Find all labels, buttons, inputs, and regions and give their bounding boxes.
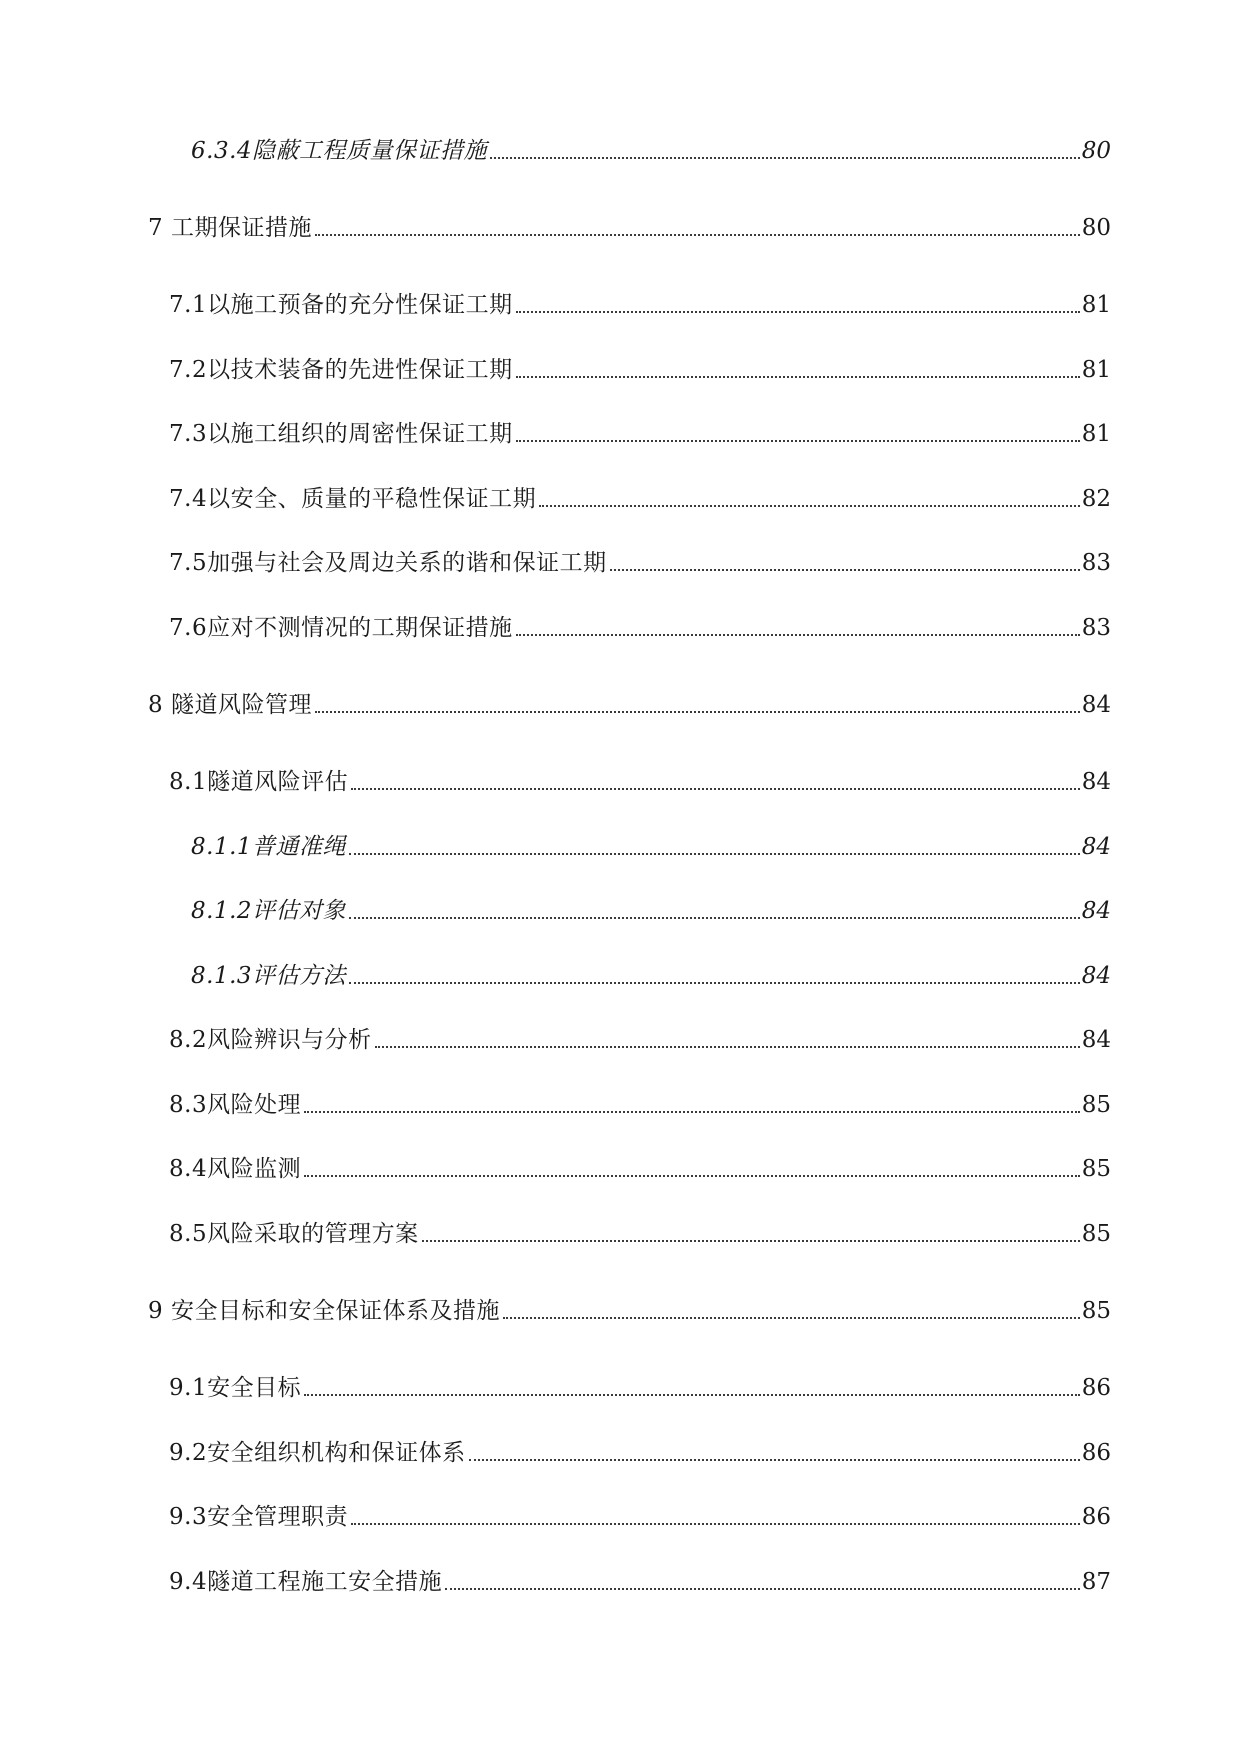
- toc-dot-leader: [539, 505, 1080, 507]
- toc-dot-leader: [516, 634, 1080, 636]
- toc-entry[interactable]: [0, 290, 1111, 320]
- toc-dot-leader: [516, 440, 1080, 442]
- toc-entry[interactable]: [0, 1438, 1111, 1468]
- toc-dot-leader: [304, 1111, 1080, 1113]
- toc-entry-title: 9.4隧道工程施工安全措施: [169, 1569, 443, 1595]
- toc-entry-title: 8.4风险监测: [169, 1156, 302, 1182]
- toc-dot-leader: [516, 376, 1080, 378]
- toc-entry-page: 80: [1081, 138, 1111, 164]
- toc-entry-title: 7.1以施工预备的充分性保证工期: [169, 292, 513, 318]
- toc-dot-leader: [375, 1046, 1080, 1048]
- toc-entry[interactable]: [0, 832, 1111, 862]
- toc-entry-title: 8.3风险处理: [169, 1092, 302, 1118]
- toc-entry-page: 81: [1081, 357, 1111, 383]
- toc-entry[interactable]: [0, 1219, 1111, 1249]
- toc-dot-leader: [349, 917, 1080, 919]
- toc-dot-leader: [351, 788, 1080, 790]
- toc-entry[interactable]: [0, 355, 1111, 385]
- toc-entry-page: 85: [1081, 1156, 1111, 1182]
- toc-dot-leader: [304, 1175, 1080, 1177]
- toc-entry[interactable]: [0, 1373, 1111, 1403]
- toc-entry[interactable]: [0, 548, 1111, 578]
- toc-dot-leader: [351, 1523, 1080, 1525]
- toc-dot-leader: [304, 1394, 1080, 1396]
- toc-dot-leader: [503, 1317, 1080, 1319]
- toc-entry-page: 82: [1081, 486, 1111, 512]
- toc-entry-page: 80: [1081, 215, 1111, 241]
- toc-entry-title: 7.2以技术装备的先进性保证工期: [169, 357, 513, 383]
- toc-dot-leader: [516, 311, 1080, 313]
- toc-entry-title: 7.3以施工组织的周密性保证工期: [169, 421, 513, 447]
- toc-entry[interactable]: [0, 1567, 1111, 1597]
- toc-entry-page: 86: [1081, 1440, 1111, 1466]
- toc-dot-leader: [349, 982, 1080, 984]
- toc-dot-leader: [469, 1459, 1080, 1461]
- toc-entry[interactable]: [0, 961, 1111, 991]
- toc-entry-page: 84: [1081, 769, 1111, 795]
- toc-dot-leader: [445, 1588, 1080, 1590]
- toc-entry[interactable]: [0, 1502, 1111, 1532]
- toc-entry[interactable]: [0, 213, 1111, 243]
- toc-entry-page: 85: [1081, 1298, 1111, 1324]
- toc-entry[interactable]: [0, 419, 1111, 449]
- toc-entry-title: 7 工期保证措施: [148, 215, 312, 241]
- toc-entry[interactable]: [0, 1296, 1111, 1326]
- toc-entry-page: 87: [1081, 1569, 1111, 1595]
- toc-entry[interactable]: [0, 1154, 1111, 1184]
- toc-entry[interactable]: [0, 136, 1111, 166]
- toc-dot-leader: [490, 157, 1080, 159]
- toc-entry-title: 6.3.4隐蔽工程质量保证措施: [191, 138, 488, 164]
- toc-entry-title: 8.2风险辨识与分析: [169, 1027, 372, 1053]
- toc-entry[interactable]: [0, 896, 1111, 926]
- toc-entry-page: 84: [1081, 834, 1111, 860]
- toc-entry-title: 8.1隧道风险评估: [169, 769, 349, 795]
- toc-entry-page: 84: [1081, 692, 1111, 718]
- toc-entry-title: 8.1.1普通准绳: [191, 834, 347, 860]
- toc-entry-title: 7.4以安全、质量的平稳性保证工期: [169, 486, 537, 512]
- toc-entry[interactable]: [0, 484, 1111, 514]
- toc-entry-title: 8 隧道风险管理: [148, 692, 312, 718]
- toc-entry-page: 85: [1081, 1221, 1111, 1247]
- toc-entry-title: 8.5风险采取的管理方案: [169, 1221, 419, 1247]
- toc-entry-title: 9 安全目标和安全保证体系及措施: [148, 1298, 500, 1324]
- toc-entry-title: 8.1.3评估方法: [191, 963, 347, 989]
- toc-dot-leader: [349, 853, 1080, 855]
- toc-entry[interactable]: [0, 767, 1111, 797]
- toc-entry-page: 85: [1081, 1092, 1111, 1118]
- toc-entry-title: 8.1.2评估对象: [191, 898, 347, 924]
- toc-entry[interactable]: [0, 1025, 1111, 1055]
- toc-entry-title: 9.3安全管理职责: [169, 1504, 349, 1530]
- toc-dot-leader: [315, 711, 1080, 713]
- toc-entry-page: 83: [1081, 550, 1111, 576]
- toc-entry-title: 7.6应对不测情况的工期保证措施: [169, 615, 513, 641]
- toc-entry-page: 86: [1081, 1504, 1111, 1530]
- toc-entry-page: 84: [1081, 1027, 1111, 1053]
- toc-entry-page: 84: [1081, 963, 1111, 989]
- toc-entry-title: 9.1安全目标: [169, 1375, 302, 1401]
- toc-entry-page: 83: [1081, 615, 1111, 641]
- toc-entry-page: 81: [1081, 421, 1111, 447]
- toc-entry-title: 7.5加强与社会及周边关系的谐和保证工期: [169, 550, 607, 576]
- toc-dot-leader: [422, 1240, 1080, 1242]
- toc-entry[interactable]: [0, 613, 1111, 643]
- toc-entry-page: 84: [1081, 898, 1111, 924]
- toc-entry[interactable]: [0, 690, 1111, 720]
- toc-dot-leader: [610, 569, 1080, 571]
- toc-dot-leader: [315, 234, 1080, 236]
- toc-entry-page: 81: [1081, 292, 1111, 318]
- toc-entry-title: 9.2安全组织机构和保证体系: [169, 1440, 466, 1466]
- toc-entry-page: 86: [1081, 1375, 1111, 1401]
- toc-entry[interactable]: [0, 1090, 1111, 1120]
